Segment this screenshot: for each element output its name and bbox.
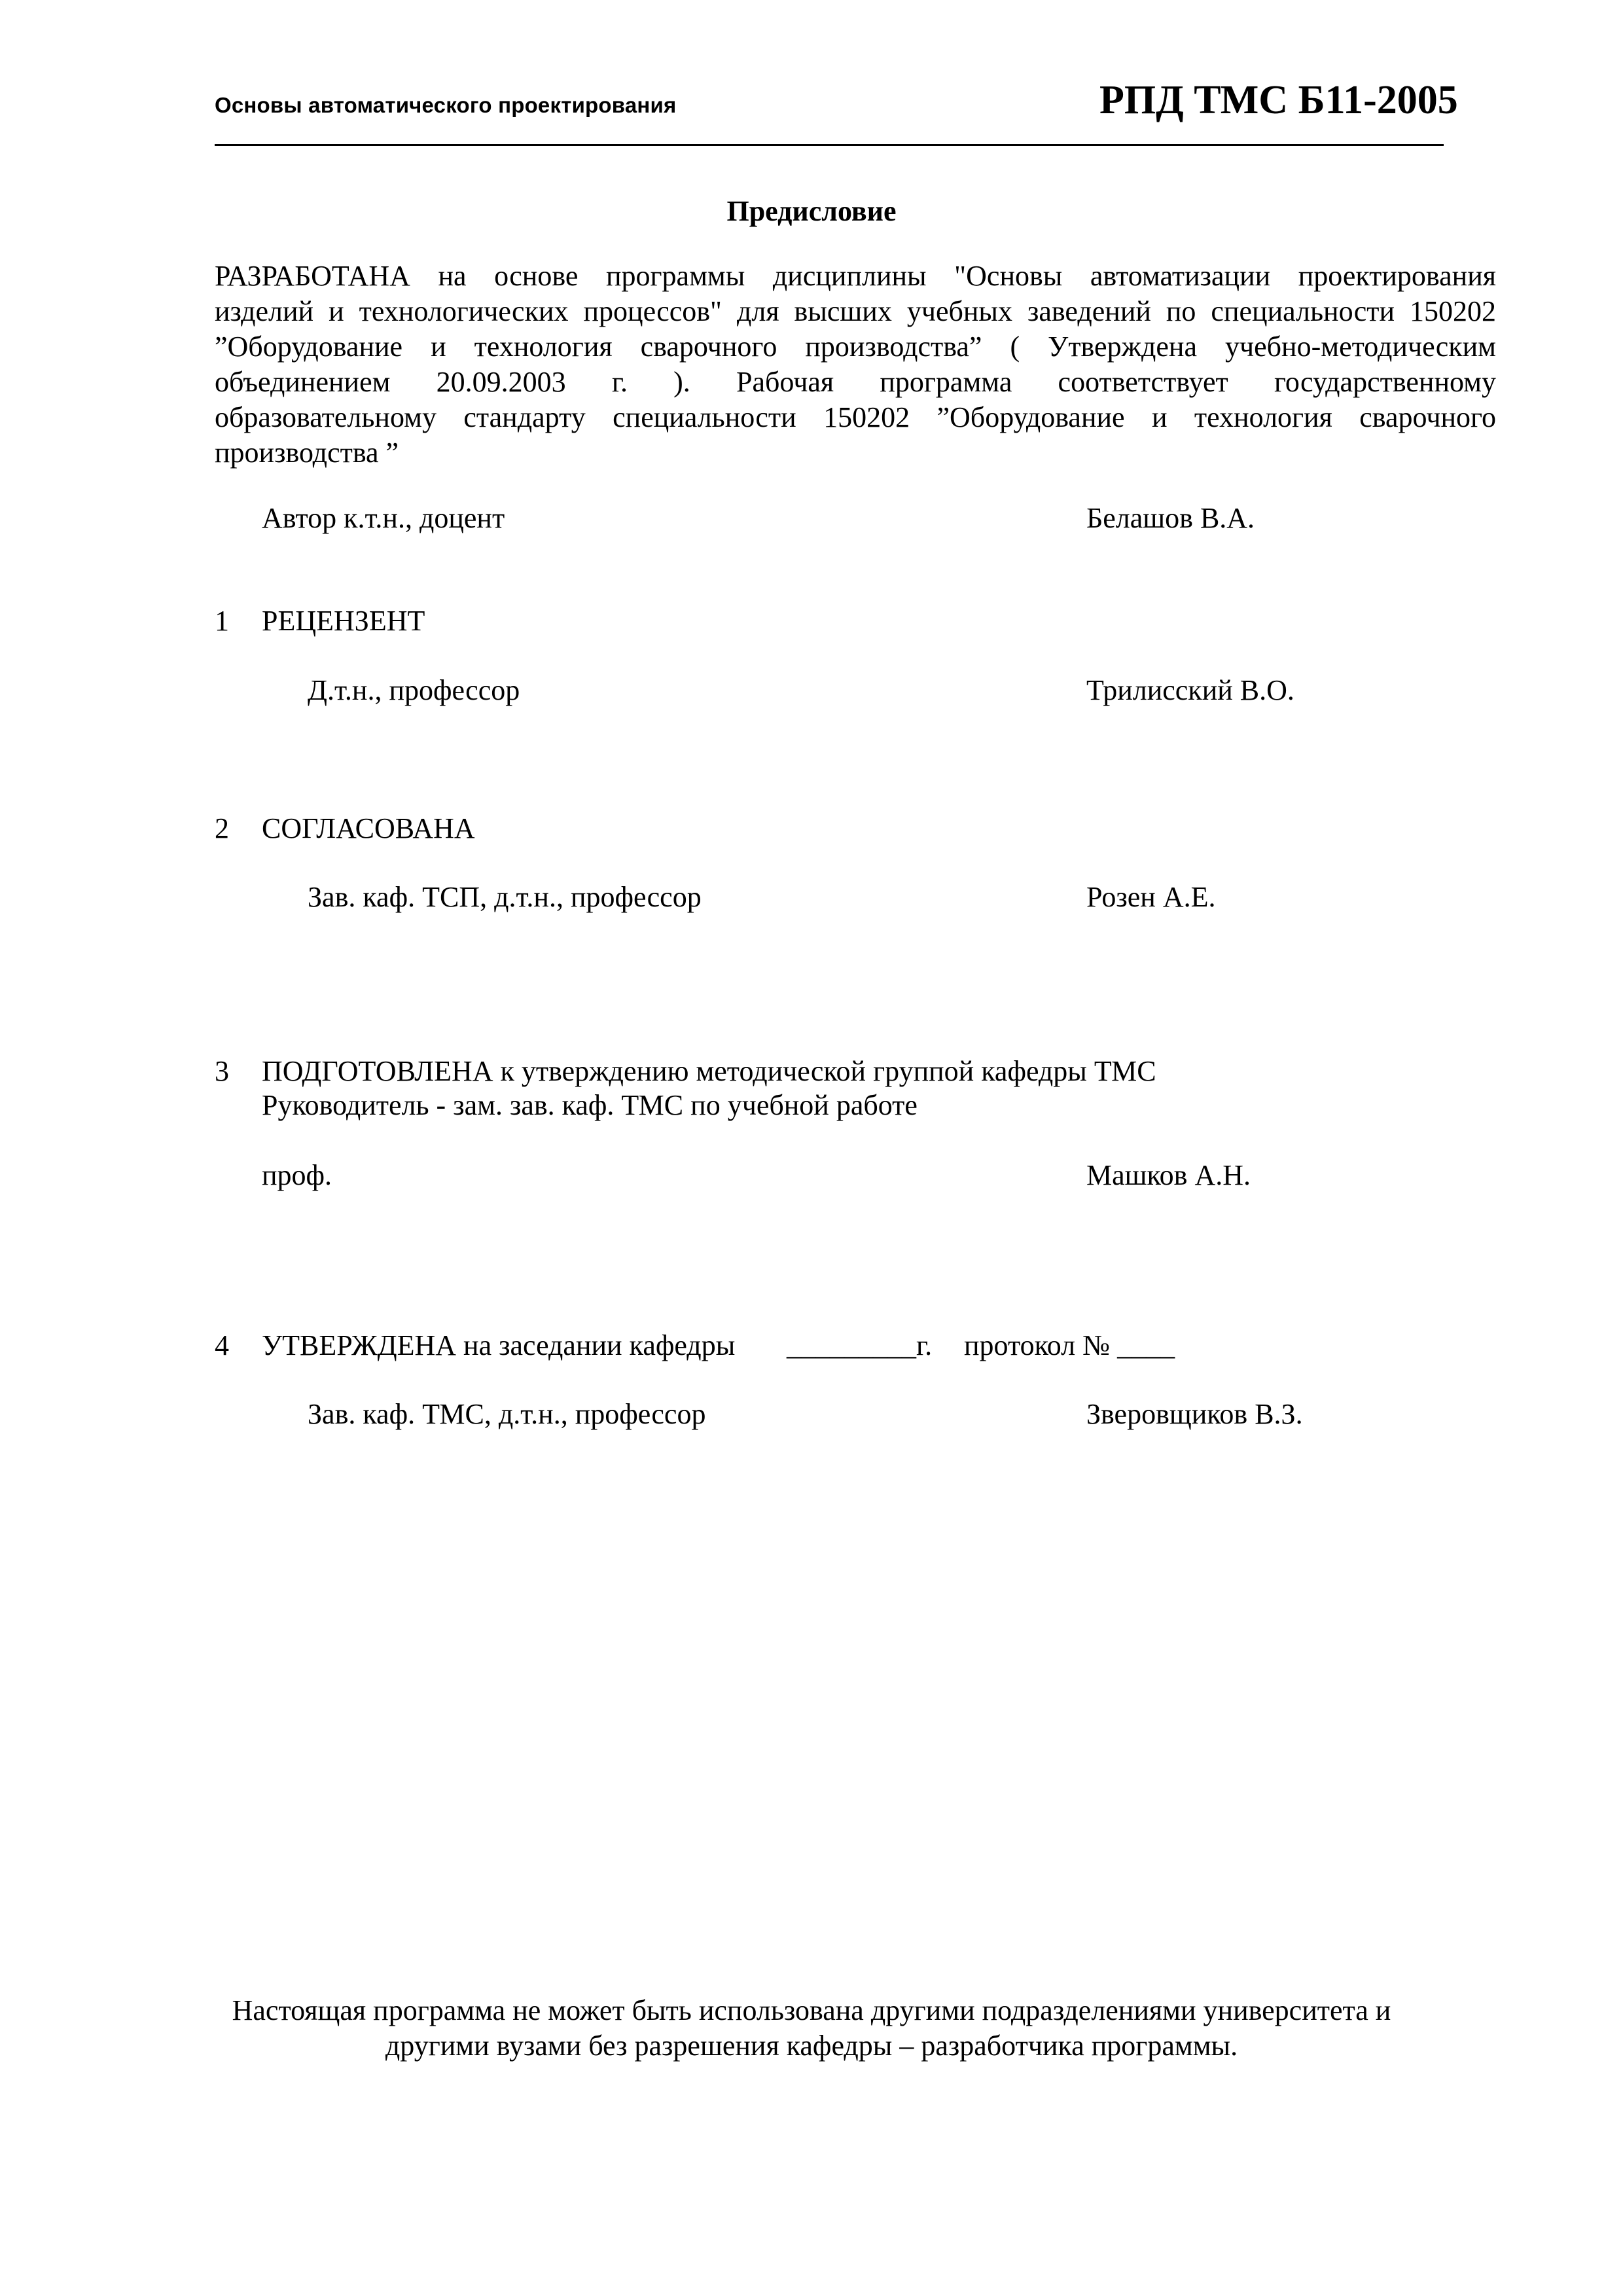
section-2-number: 2 (215, 812, 229, 844)
section-3-subline: Руководитель - зам. зав. каф. ТМС по учебной работе (262, 1089, 918, 1121)
header-divider (215, 144, 1444, 146)
footer-note (0, 1993, 1623, 2064)
section-2-name: Розен А.Е. (1086, 881, 1216, 913)
page-title: Предисловие (726, 195, 897, 227)
section-4-date-blank: _________г. (787, 1329, 933, 1361)
section-1-number: 1 (215, 605, 229, 637)
section-2-heading: СОГЛАСОВАНА (262, 812, 475, 844)
footer-line: другими вузами без разрешения кафедры – разработчика программы. (385, 2030, 1238, 2062)
intro-line: образовательному стандарту специальности 150202 ”Оборудование и технология сварочного (215, 401, 1496, 433)
section-1-heading: РЕЦЕНЗЕНТ (262, 605, 425, 637)
section-4-heading: УТВЕРЖДЕНА на заседании кафедры (262, 1329, 736, 1361)
section-3-role: проф. (262, 1159, 332, 1191)
section-1-role: Д.т.н., профессор (308, 674, 520, 706)
header-discipline-title: Основы автоматического проектирования (215, 93, 677, 117)
section-3-name: Машков А.Н. (1086, 1159, 1251, 1191)
footer-line: Настоящая программа не может быть использована другими подразделениями университета и (232, 1994, 1391, 2026)
author-name: Белашов В.А. (1086, 502, 1255, 534)
section-4-protocol: протокол № ____ (964, 1329, 1175, 1361)
intro-line: производства ” (215, 437, 399, 469)
author-role: Автор к.т.н., доцент (262, 502, 505, 534)
intro-line: объединением 20.09.2003 г. ). Рабочая программа соответствует государственному (215, 366, 1496, 398)
section-2-role: Зав. каф. ТСП, д.т.н., профессор (308, 881, 702, 913)
intro-line: ”Оборудование и технология сварочного производства” ( Утверждена учебно-методическим (215, 331, 1496, 363)
intro-line: РАЗРАБОТАНА на основе программы дисциплины "Основы автоматизации проектирования (215, 260, 1496, 292)
section-3-number: 3 (215, 1055, 229, 1087)
intro-line: изделий и технологических процессов" для высших учебных заведений по специальности 150202 (215, 295, 1496, 327)
section-4-name: Зверовщиков В.З. (1086, 1398, 1303, 1430)
section-1-name: Трилисский В.О. (1086, 674, 1294, 706)
intro-paragraph (215, 259, 1496, 471)
section-4-role: Зав. каф. ТМС, д.т.н., профессор (308, 1398, 706, 1430)
section-3-heading: ПОДГОТОВЛЕНА к утверждению методической группой кафедры ТМС (262, 1055, 1156, 1087)
header-document-code: РПД ТМС Б11-2005 (1099, 78, 1458, 122)
section-4-number: 4 (215, 1329, 229, 1361)
